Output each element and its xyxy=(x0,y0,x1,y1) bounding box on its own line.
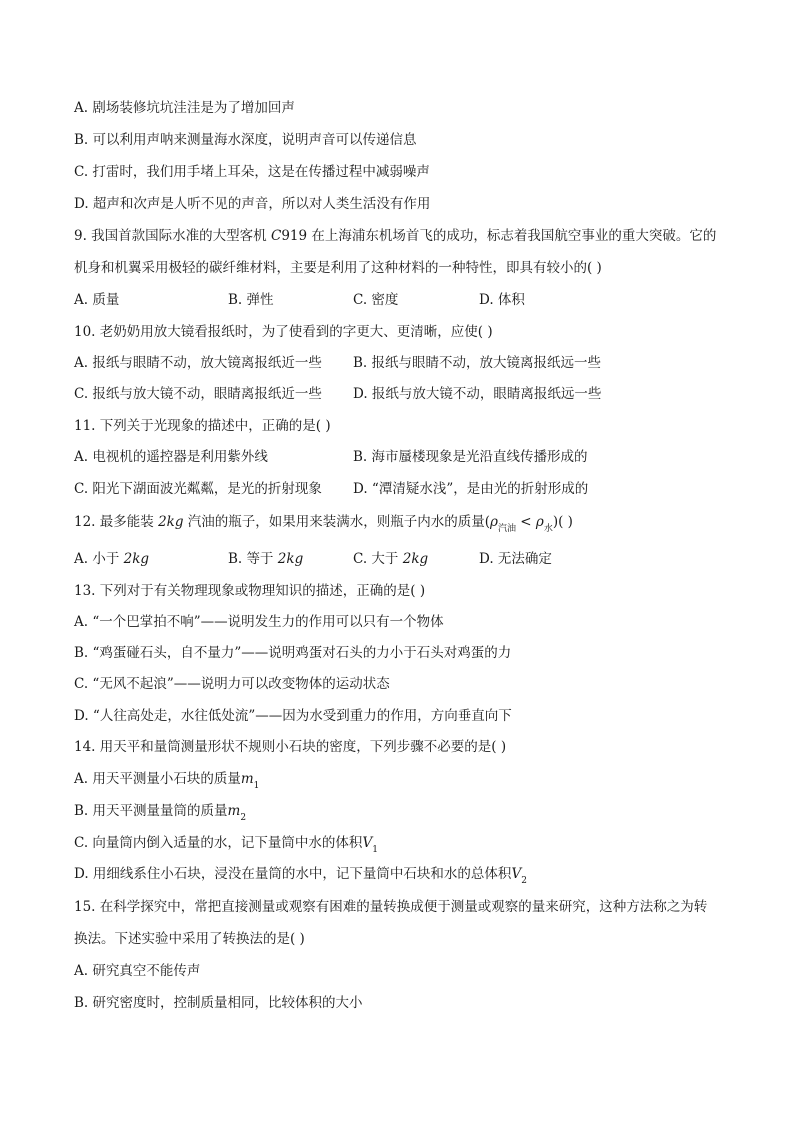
q15-stem-line1: 15. 在科学探究中，常把直接测量或观察有困难的量转换成便于测量或观察的量来研究，这种方法称之为转 xyxy=(74,899,708,915)
q11-option-b: B. 海市蜃楼现象是光沿直线传播形成的 xyxy=(353,449,588,465)
q12-math-mass: 2kg xyxy=(158,514,184,530)
q10-option-c: C. 报纸与放大镜不动，眼睛离报纸近一些 xyxy=(74,386,322,402)
q10-stem: 10. 老奶奶用放大镜看报纸时，为了使看到的字更大、更清晰，应使( ) xyxy=(74,324,493,340)
q14-option-a-subscript: 1 xyxy=(253,781,260,791)
q12-option-c xyxy=(353,549,428,569)
q8-option-d: D. 超声和次声是人听不见的声音，所以对人类生活没有作用 xyxy=(74,196,431,212)
q12-option-a-label: A. 小于 xyxy=(74,551,124,567)
q13-option-c: C. “无风不起浪”——说明力可以改变物体的运动状态 xyxy=(74,676,390,692)
q13-option-d: D. “人往高处走，水往低处流”——因为水受到重力的作用，方向垂直向下 xyxy=(74,708,512,724)
q12-option-a-value: 2kg xyxy=(123,551,150,567)
q8-option-b: B. 可以利用声呐来测量海水深度，说明声音可以传递信息 xyxy=(74,132,417,148)
q12-stem xyxy=(74,512,573,534)
q12-stem-text: 12. 最多能装 xyxy=(74,514,159,530)
q10-option-b: B. 报纸与眼睛不动，放大镜离报纸远一些 xyxy=(353,355,602,371)
q9-option-d: D. 体积 xyxy=(479,292,525,308)
q14-option-b-text: B. 用天平测量量筒的质量 xyxy=(74,803,228,819)
q12-option-b xyxy=(228,549,303,569)
q13-stem: 13. 下列对于有关物理现象或物理知识的描述，正确的是( ) xyxy=(74,583,426,599)
q9-stem-line2: 机身和机翼采用极轻的碳纤维材料，主要是利用了这种材料的一种特性，即具有较小的( ) xyxy=(74,260,602,276)
q14-option-d-subscript: 2 xyxy=(521,876,527,886)
q8-option-c: C. 打雷时，我们用手堵上耳朵，这是在传播过程中减弱噪声 xyxy=(74,164,430,180)
q14-option-a-text: A. 用天平测量小石块的质量 xyxy=(74,771,241,787)
q14-stem: 14. 用天平和量筒测量形状不规则小石块的密度，下列步骤不必要的是( ) xyxy=(74,739,507,755)
q11-option-d: D. “潭清疑水浅”，是由光的折射形成的 xyxy=(353,481,589,497)
q15-stem-line2: 换法。下述实验中采用了转换法的是( ) xyxy=(74,931,305,947)
q12-option-d: D. 无法确定 xyxy=(479,551,552,567)
q9-stem-text: 9. 我国首款国际水准的大型客机 xyxy=(74,228,271,244)
q11-option-a: A. 电视机的遥控器是利用紫外线 xyxy=(74,449,268,465)
q12-option-b-label: B. 等于 xyxy=(228,551,278,567)
q14-option-b-subscript: 2 xyxy=(240,813,247,823)
q14-option-d-symbol: V xyxy=(511,866,522,882)
q10-option-a: A. 报纸与眼睛不动，放大镜离报纸近一些 xyxy=(74,355,322,371)
q10-option-d: D. 报纸与放大镜不动，眼睛离报纸远一些 xyxy=(353,386,602,402)
q14-option-d xyxy=(74,864,527,886)
q12-less-than: < xyxy=(516,514,536,530)
q14-option-b xyxy=(74,801,246,823)
q12-option-b-value: 2kg xyxy=(277,551,304,567)
q15-option-a: A. 研究真空不能传声 xyxy=(74,963,201,979)
q14-option-b-symbol: m xyxy=(227,803,241,819)
q13-option-b: B. “鸡蛋碰石头，自不量力”——说明鸡蛋对石头的力小于石头对鸡蛋的力 xyxy=(74,645,512,661)
q12-option-c-label: C. 大于 xyxy=(353,551,403,567)
q13-option-a: A. “一个巴掌拍不响”——说明发生力的作用可以只有一个物体 xyxy=(74,614,444,630)
q14-option-c-symbol: V xyxy=(362,835,373,851)
q9-option-c: C. 密度 xyxy=(353,292,399,308)
q14-option-c-text: C. 向量筒内倒入适量的水，记下量筒中水的体积 xyxy=(74,835,363,851)
q14-option-d-text: D. 用细线系住小石块，浸没在量筒的水中，记下量筒中石块和水的总体积 xyxy=(74,866,512,882)
q12-rho-gasoline: ρ xyxy=(490,514,498,530)
q9-option-b: B. 弹性 xyxy=(228,292,274,308)
q9-option-a: A. 质量 xyxy=(74,292,120,308)
q9-stem-line1 xyxy=(74,226,716,246)
q11-option-c: C. 阳光下湖面波光粼粼，是光的折射现象 xyxy=(74,481,322,497)
q14-option-a-symbol: m xyxy=(240,771,254,787)
q12-sub-water: 水 xyxy=(543,524,553,534)
q15-option-b: B. 研究密度时，控制质量相同，比较体积的大小 xyxy=(74,995,363,1011)
q12-option-c-value: 2kg xyxy=(402,551,429,567)
q14-option-c xyxy=(74,833,378,855)
q12-stem-end: )( ) xyxy=(552,514,573,530)
q12-rho-water: ρ xyxy=(535,514,544,530)
q14-option-c-subscript: 1 xyxy=(372,845,378,855)
q12-stem-text-cont: 汽油的瓶子，如果用来装满水，则瓶子内水的质量( xyxy=(183,514,491,530)
q8-option-a: A. 剧场装修坑坑洼洼是为了增加回声 xyxy=(74,100,295,116)
q9-stem-text-cont: 919 在上海浦东机场首飞的成功，标志着我国航空事业的重大突破。它的 xyxy=(281,228,717,244)
q12-sub-gasoline: 汽油 xyxy=(497,524,516,534)
q14-option-a xyxy=(74,769,259,791)
q11-stem: 11. 下列关于光现象的描述中，正确的是( ) xyxy=(74,418,331,434)
q9-math-c: C xyxy=(270,228,282,244)
q12-option-a xyxy=(74,549,149,569)
